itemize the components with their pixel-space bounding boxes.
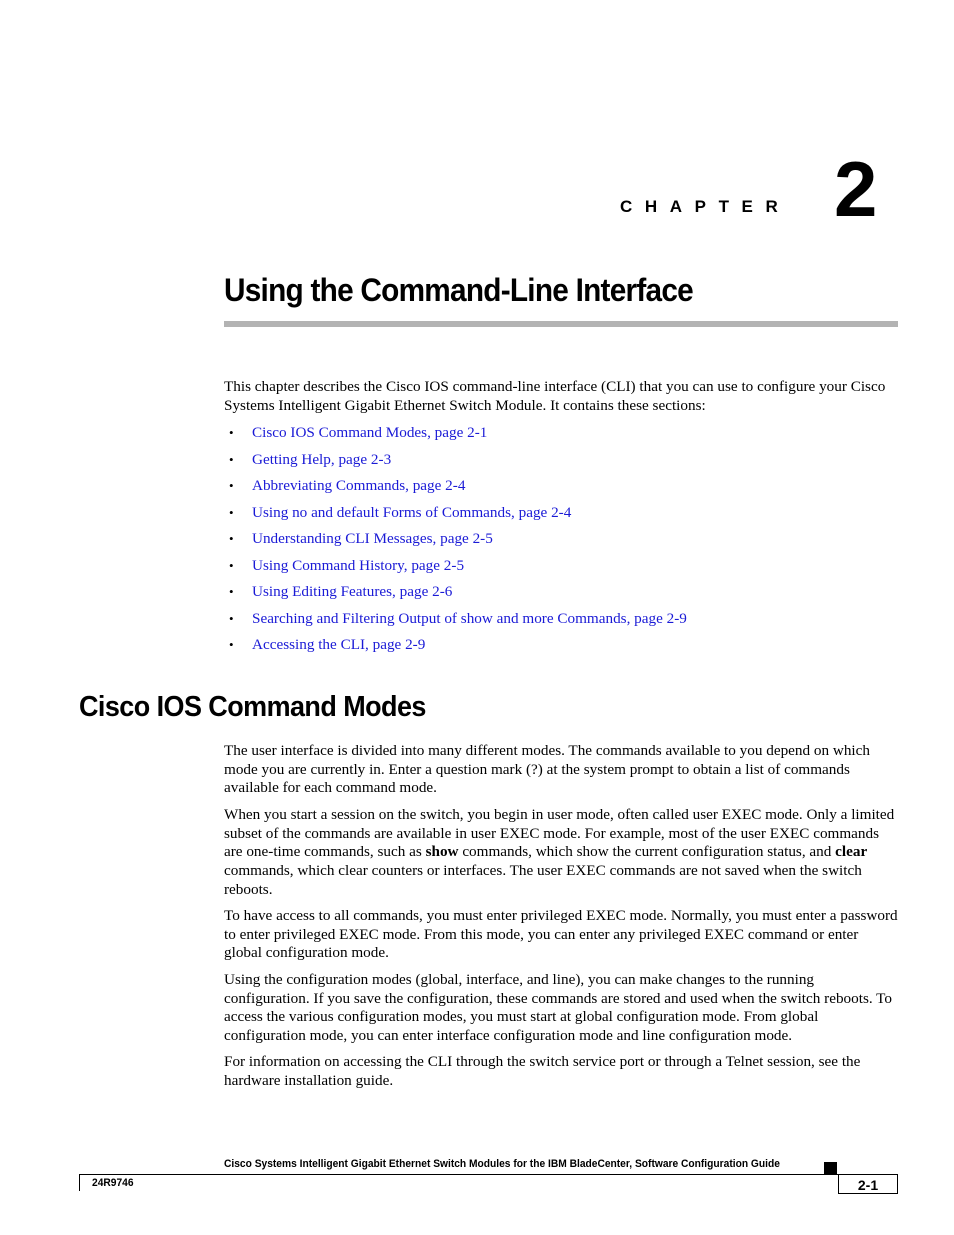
list-item xyxy=(224,529,687,556)
paragraph-user-exec xyxy=(224,806,898,900)
bullet: • xyxy=(229,610,234,626)
toc-link[interactable]: Searching and Filtering Output of show and more Commands, page 2-9 xyxy=(252,609,687,627)
bullet: • xyxy=(229,557,234,573)
bullet: • xyxy=(229,584,234,599)
toc-link[interactable]: Understanding CLI Messages, page 2-5 xyxy=(252,530,493,547)
chapter-title: Using the Command-Line Interface xyxy=(224,272,693,308)
list-item xyxy=(224,635,687,662)
title-rule xyxy=(224,321,898,327)
toc-link[interactable]: Accessing the CLI, page 2-9 xyxy=(252,636,426,653)
bullet: • xyxy=(229,531,234,546)
toc-link[interactable]: Abbreviating Commands, page 2-4 xyxy=(252,477,466,494)
page-number: 2-1 xyxy=(857,1177,879,1193)
section-heading: Cisco IOS Command Modes xyxy=(79,691,426,723)
list-item xyxy=(224,582,687,609)
footer-rule xyxy=(79,1174,839,1175)
command-keyword: show xyxy=(425,843,459,861)
bullet: • xyxy=(229,637,234,652)
list-item xyxy=(224,423,687,450)
chapter-label: CHAPTER xyxy=(620,197,791,216)
list-item xyxy=(224,609,687,636)
paragraph-modes-overview: The user interface is divided into many different modes. The commands available to you depend on which mode you are currently in. Enter a question mark (?) at the system prompt to obtain a list of commands available for each command mode. xyxy=(224,742,870,797)
paragraph-configuration-modes: Using the configuration modes (global, interface, and line), you can make changes to the running configuration. If you save the configuration, these commands are stored and used when the switch reboots. To access the various configuration modes, you must start at global configuration mode. From global configuration mode, you can enter interface configuration mode and line configuration mode. xyxy=(224,971,892,1045)
list-item xyxy=(224,556,687,583)
list-item xyxy=(224,476,687,503)
intro-paragraph: This chapter describes the Cisco IOS command-line interface (CLI) that you can use to configure your Cisco Systems Intelligent Gigabit Ethernet Switch Module. It contains these sections: xyxy=(224,378,886,414)
paragraph-accessing-cli: For information on accessing the CLI through the switch service port or through a Telnet session, see the hardware installation guide. xyxy=(224,1053,861,1089)
toc-link[interactable]: Using Command History, page 2-5 xyxy=(252,556,465,574)
toc-link[interactable]: Getting Help, page 2-3 xyxy=(252,450,392,468)
paragraph-privileged-exec: To have access to all commands, you must enter privileged EXEC mode. Normally, you must enter a password to enter privileged EXEC mode. From this mode, you can enter any privileged EXEC command or enter global configuration mode. xyxy=(224,907,898,962)
bullet: • xyxy=(229,478,234,493)
text-run: commands, which show the current configuration status, and xyxy=(458,843,836,861)
bullet: • xyxy=(229,504,234,520)
list-item xyxy=(224,503,687,530)
document-number: 24R9746 xyxy=(92,1177,134,1189)
chapter-number: 2 xyxy=(834,145,878,233)
section-list xyxy=(224,423,687,662)
toc-link[interactable]: Using no and default Forms of Commands, page 2-4 xyxy=(252,503,572,521)
command-keyword: clear xyxy=(835,843,868,861)
text-run: When you start a session on the switch, you begin in user mode, often called user EXEC mode. Only a limited subset of the commands are available in user EXEC mode. For example, most of the user EXEC commands are one-time commands, such as xyxy=(224,806,895,861)
footer-tick xyxy=(79,1174,80,1191)
footer-title: Cisco Systems Intelligent Gigabit Ethernet Switch Modules for the IBM BladeCenter, Software Configuration Guide xyxy=(224,1158,780,1170)
toc-link[interactable]: Cisco IOS Command Modes, page 2-1 xyxy=(252,424,488,441)
text-run: commands, which clear counters or interfaces. The user EXEC commands are not saved when the switch reboots. xyxy=(224,862,862,898)
toc-link[interactable]: Using Editing Features, page 2-6 xyxy=(252,583,453,600)
bullet: • xyxy=(229,425,234,440)
page-number-box xyxy=(838,1174,898,1194)
bullet: • xyxy=(229,451,234,467)
list-item xyxy=(224,450,687,477)
